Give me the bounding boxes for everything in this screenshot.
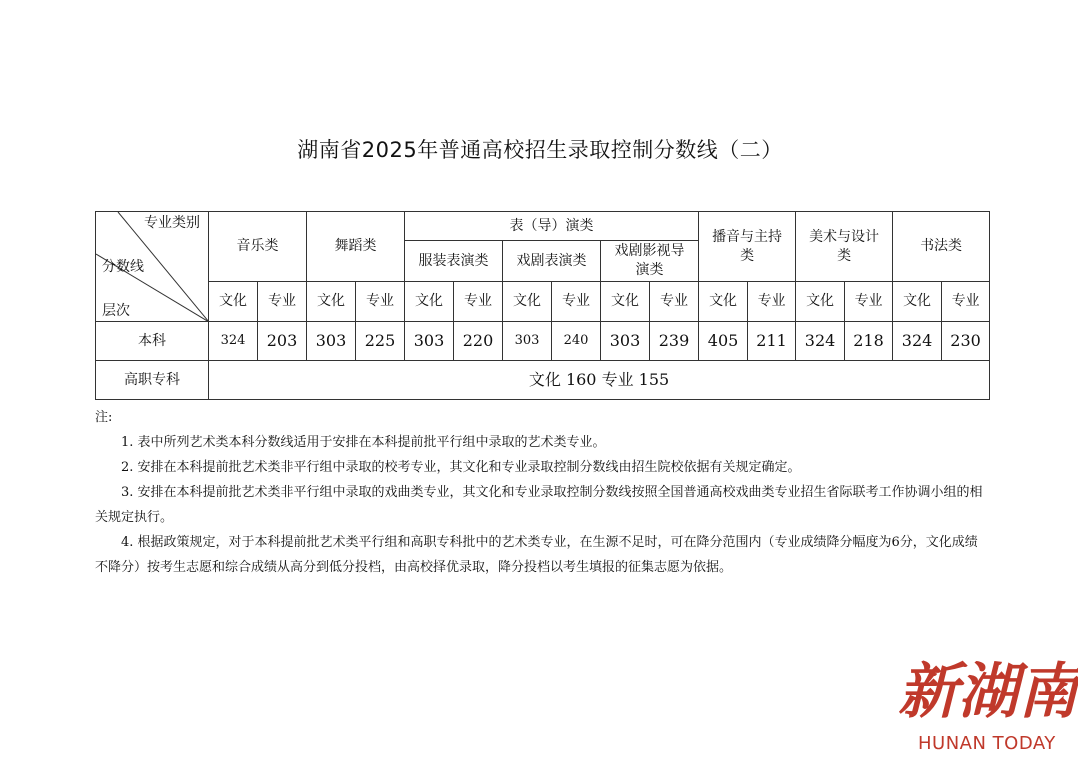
category-art-design <box>796 212 893 282</box>
hunan-today-logo <box>898 650 1078 730</box>
sub-header-row <box>96 282 990 322</box>
undergrad-score-cell: 405 <box>699 322 748 361</box>
undergrad-score-cell: 303 <box>307 322 356 361</box>
undergrad-score-cell: 225 <box>356 322 405 361</box>
header-major: 专业 <box>454 282 503 322</box>
diag-top-label: 专业类别 <box>144 215 200 231</box>
undergrad-score-cell: 211 <box>748 322 796 361</box>
diagonal-header-cell <box>96 212 209 322</box>
header-culture: 文化 <box>503 282 552 322</box>
subcategory-film <box>601 241 699 282</box>
header-culture: 文化 <box>307 282 356 322</box>
notes-label: 注: <box>95 410 113 425</box>
subcategory-costume: 服装表演类 <box>405 241 503 282</box>
notes-section <box>95 405 990 580</box>
undergrad-score-cell: 324 <box>796 322 845 361</box>
logo-subtitle: HUNAN TODAY <box>918 733 1056 754</box>
header-culture: 文化 <box>699 282 748 322</box>
note-item: 1. 表中所列艺术类本科分数线适用于安排在本科提前批平行组中录取的艺术类专业。 <box>121 435 606 450</box>
category-music: 音乐类 <box>209 212 307 282</box>
category-art-design-label: 美术与设计类 <box>809 228 880 264</box>
header-major: 专业 <box>748 282 796 322</box>
header-culture: 文化 <box>601 282 650 322</box>
header-major: 专业 <box>356 282 405 322</box>
logo-text: 新湖南 <box>898 657 1078 727</box>
vocational-row <box>96 361 990 400</box>
category-dance: 舞蹈类 <box>307 212 405 282</box>
header-major: 专业 <box>258 282 307 322</box>
undergrad-score-cell: 324 <box>209 322 258 361</box>
subcategory-drama: 戏剧表演类 <box>503 241 601 282</box>
undergrad-score-cell: 239 <box>650 322 699 361</box>
undergrad-score-cell: 218 <box>845 322 893 361</box>
undergrad-label: 本科 <box>96 322 209 361</box>
category-calligraphy: 书法类 <box>893 212 990 282</box>
diag-mid-label: 分数线 <box>102 259 144 275</box>
header-culture: 文化 <box>209 282 258 322</box>
header-major: 专业 <box>650 282 699 322</box>
header-major: 专业 <box>845 282 893 322</box>
undergrad-score-cell: 303 <box>601 322 650 361</box>
undergrad-score-cell: 240 <box>552 322 601 361</box>
logo-calligraphy-icon <box>898 650 1078 730</box>
undergrad-score-cell: 230 <box>942 322 990 361</box>
undergrad-score-cell: 303 <box>405 322 454 361</box>
vocational-label: 高职专科 <box>96 361 209 400</box>
note-item: 2. 安排在本科提前批艺术类非平行组中录取的校考专业，其文化和专业录取控制分数线由招生院校依据有关规定确定。 <box>121 460 801 475</box>
diag-bottom-label: 层次 <box>102 303 130 319</box>
note-item: 4. 根据政策规定，对于本科提前批艺术类平行组和高职专科批中的艺术类专业，在生源不足时，可在降分范围内（专业成绩降分幅度为6分，文化成绩不降分）按考生志愿和综合成绩从高分到低分投档，由高校择优录取，降分投档以考生填报的征集志愿为依据。 <box>95 535 978 575</box>
note-item: 3. 安排在本科提前批艺术类非平行组中录取的戏曲类专业，其文化和专业录取控制分数线按照全国普通高校戏曲类专业招生省际联考工作协调小组的相关规定执行。 <box>95 485 983 525</box>
undergrad-row <box>96 322 990 361</box>
header-culture: 文化 <box>405 282 454 322</box>
page-title: 湖南省2025年普通高校招生录取控制分数线（二） <box>297 138 783 162</box>
subcategory-film-label: 戏剧影视导演类 <box>614 243 685 278</box>
header-culture: 文化 <box>796 282 845 322</box>
undergrad-score-cell: 203 <box>258 322 307 361</box>
header-major: 专业 <box>942 282 990 322</box>
undergrad-score-cell: 220 <box>454 322 503 361</box>
vocational-score: 文化 160 专业 155 <box>209 361 990 400</box>
header-major: 专业 <box>552 282 601 322</box>
category-broadcast-label: 播音与主持类 <box>712 228 783 264</box>
header-culture: 文化 <box>893 282 942 322</box>
score-table <box>95 211 990 400</box>
undergrad-score-cell: 303 <box>503 322 552 361</box>
category-perform: 表（导）演类 <box>405 212 699 241</box>
category-broadcast <box>699 212 796 282</box>
undergrad-score-cell: 324 <box>893 322 942 361</box>
